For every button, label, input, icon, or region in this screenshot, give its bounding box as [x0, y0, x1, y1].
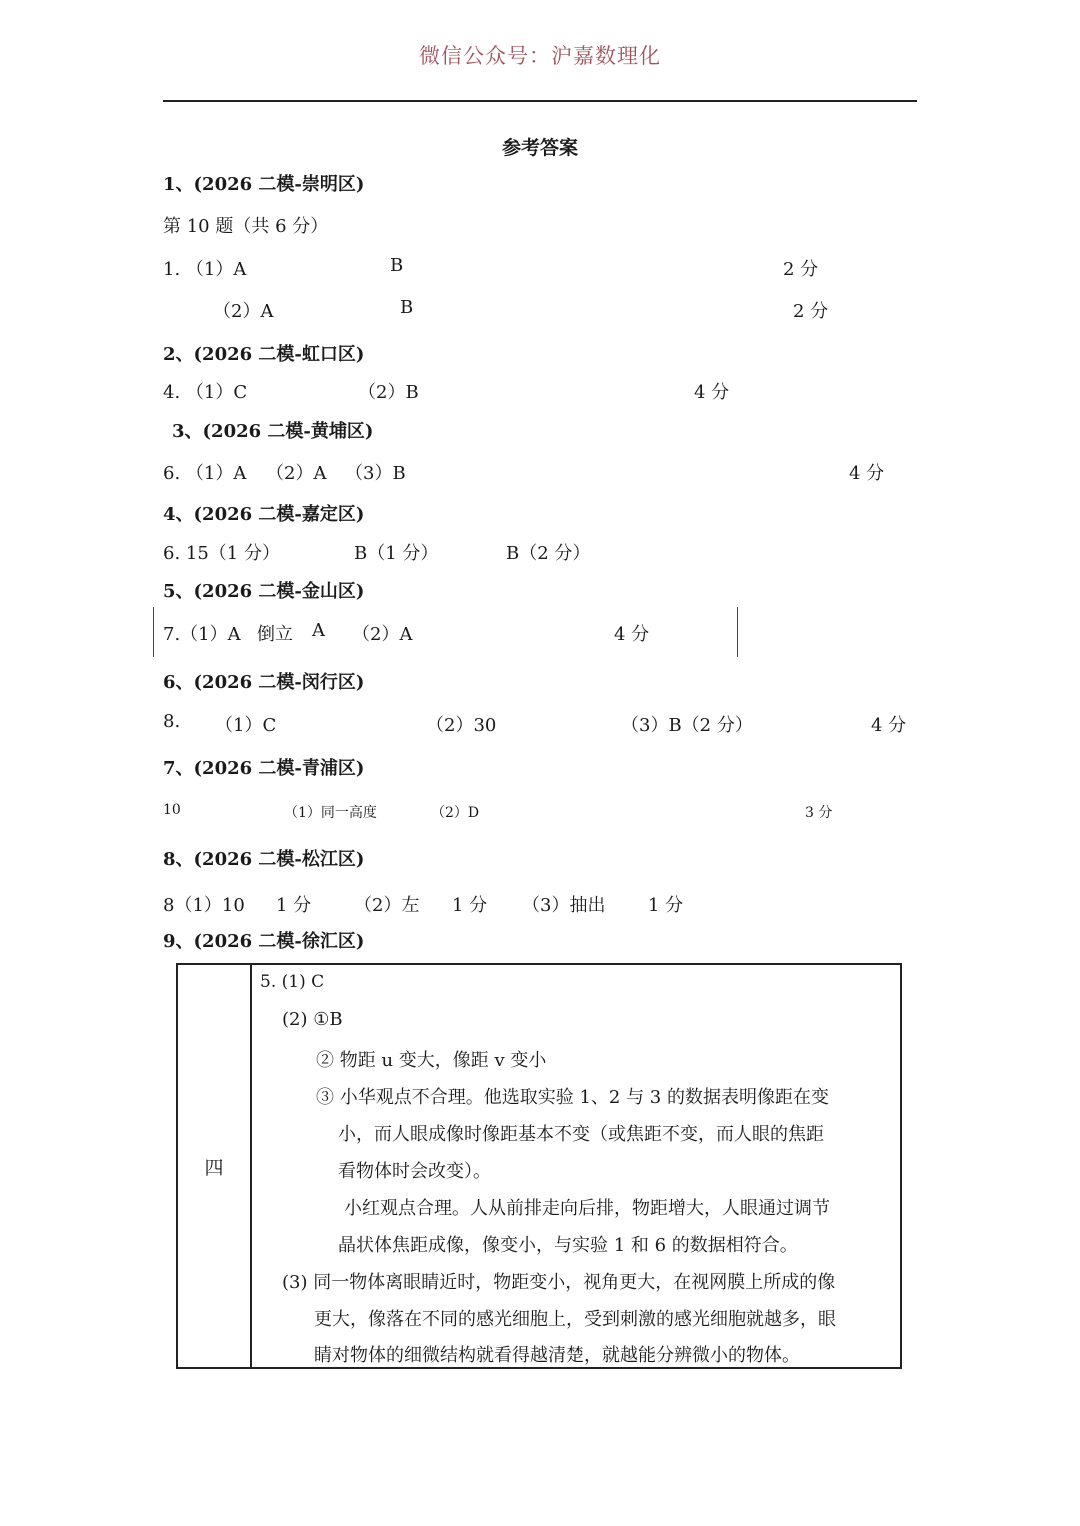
section-heading-5: 5、(2026 二模-金山区) [163, 581, 365, 602]
table-line: (2) ①B [282, 1009, 343, 1030]
answer-item: B（2 分） [506, 543, 591, 564]
page-title: 参考答案 [501, 137, 578, 159]
answer-item: （1）同一高度 [284, 805, 377, 821]
answer-item: （1）C [215, 715, 277, 736]
header-divider [163, 100, 917, 102]
section-heading-4: 4、(2026 二模-嘉定区) [163, 504, 365, 525]
border-line-right [737, 607, 738, 657]
score-label: 4 分 [871, 715, 907, 736]
answer-item: （2）B [358, 382, 419, 403]
section-heading-6: 6、(2026 二模-闵行区) [163, 672, 365, 693]
table-content-cell [251, 964, 901, 1368]
answer-item: （3）B（2 分） [621, 715, 753, 736]
border-line-left [153, 607, 154, 657]
answer-item: B（1 分） [354, 543, 439, 564]
answer-item: （2）D [431, 805, 480, 821]
answer-item: 7.（1）A [163, 624, 241, 645]
table-line: 晶状体焦距成像，像变小，与实验 1 和 6 的数据相符合。 [338, 1235, 798, 1256]
table-line: 更大，像落在不同的感光细胞上，受到刺激的感光细胞就越多，眼 [314, 1309, 836, 1330]
answer-item: 8（1）10 [163, 895, 245, 916]
table-line: 睛对物体的细微结构就看得越清楚，就越能分辨微小的物体。 [314, 1345, 800, 1366]
score-label: 4 分 [614, 624, 650, 645]
score-label: 1 分 [648, 895, 684, 916]
table-label-cell [177, 964, 251, 1368]
answer-item: 6. 15（1 分） [163, 543, 280, 564]
section-heading-2: 2、(2026 二模-虹口区) [163, 344, 365, 365]
answer-item: 倒立 [257, 624, 293, 645]
table-label: 四 [204, 1156, 224, 1179]
answer-item: 6. （1）A [163, 463, 247, 484]
table-line: 小，而人眼成像时像距基本不变（或焦距不变，而人眼的焦距 [338, 1124, 824, 1145]
answer-item: B [390, 255, 404, 276]
answer-item: 1. （1）A [163, 259, 247, 280]
score-label: 4 分 [694, 382, 730, 403]
score-label: 2 分 [783, 259, 819, 280]
answer-item: （2）左 [354, 895, 420, 916]
table-line: ② 物距 u 变大，像距 v 变小 [316, 1050, 547, 1071]
table-line: ③ 小华观点不合理。他选取实验 1、2 与 3 的数据表明像距在变 [316, 1087, 829, 1108]
answer-item: B [400, 297, 414, 318]
answer-item: （2）30 [426, 715, 497, 736]
answer-item: （3）抽出 [522, 895, 606, 916]
answer-item: 8. [163, 711, 181, 732]
table-line: 看物体时会改变）。 [338, 1161, 491, 1182]
watermark-header: 微信公众号：沪嘉数理化 [419, 44, 661, 68]
table-line: 小红观点合理。人从前排走向后排，物距增大，人眼通过调节 [344, 1198, 830, 1219]
question-label: 第 10 题（共 6 分） [163, 216, 329, 237]
score-label: 3 分 [805, 805, 833, 821]
answer-item: 4. （1）C [163, 382, 248, 403]
answer-table [176, 963, 902, 1369]
table-line: (3) 同一物体离眼睛近时，物距变小，视角更大，在视网膜上所成的像 [282, 1272, 836, 1293]
answer-item: A [312, 620, 325, 641]
answer-item: 10 [163, 802, 181, 818]
table-line: 5. (1) C [260, 972, 325, 992]
answer-item: （3）B [345, 463, 406, 484]
section-heading-3: 3、(2026 二模-黄埔区) [172, 421, 374, 442]
score-label: 2 分 [793, 301, 829, 322]
score-label: 1 分 [276, 895, 312, 916]
section-heading-7: 7、(2026 二模-青浦区) [163, 758, 365, 779]
score-label: 1 分 [452, 895, 488, 916]
section-heading-9: 9、(2026 二模-徐汇区) [163, 931, 365, 952]
answer-item: （2）A [213, 301, 274, 322]
answer-item: （2）A [352, 624, 413, 645]
score-label: 4 分 [849, 463, 885, 484]
section-heading-1: 1、(2026 二模-崇明区) [163, 174, 365, 195]
answer-item: （2）A [266, 463, 327, 484]
section-heading-8: 8、(2026 二模-松江区) [163, 849, 365, 870]
